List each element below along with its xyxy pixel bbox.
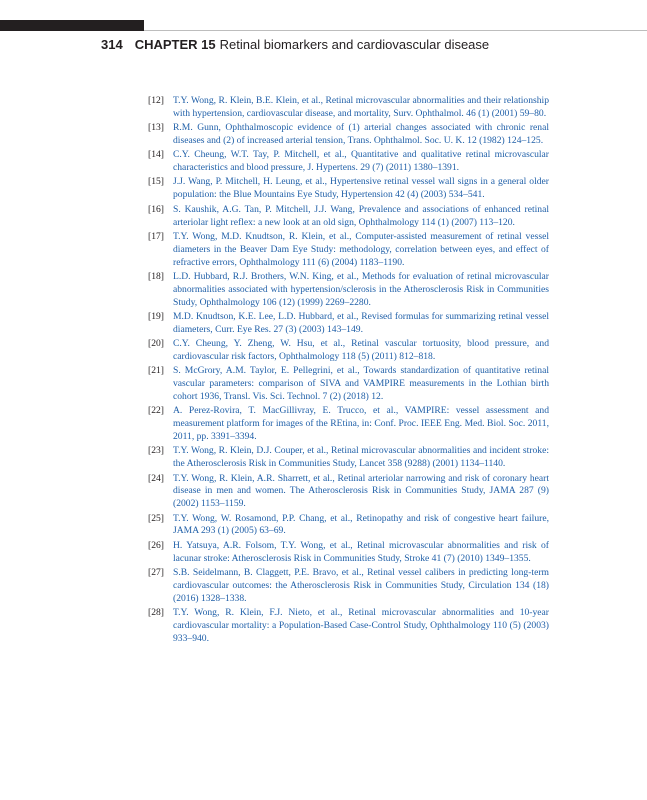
reference-number: [28] <box>148 606 164 618</box>
reference-citation[interactable]: T.Y. Wong, R. Klein, F.J. Nieto, et al., Retinal microvascular abnormalities and 10-year cardiovascular mortality: a Population-Based Case-Control Study, Ophthalmology 110 (5) (2003) 933–940. <box>173 606 549 644</box>
reference-number: [12] <box>148 95 164 106</box>
reference-item <box>148 567 549 606</box>
reference-number: [19] <box>148 310 164 322</box>
reference-item <box>148 513 549 539</box>
reference-citation[interactable]: M.D. Knudtson, K.E. Lee, L.D. Hubbard, et al., Revised formulas for summarizing retinal vessel diameters, Curr. Eye Res. 27 (3) (2003) 143–149. <box>173 310 549 335</box>
reference-number: [18] <box>148 270 164 282</box>
reference-item <box>148 338 549 364</box>
reference-item <box>148 445 549 471</box>
reference-citation[interactable]: R.M. Gunn, Ophthalmoscopic evidence of (1) arterial changes associated with chronic renal diseases and (2) of increased arterial tension, Trans. Ophthalmol. Soc. U. K. 12 (1982) 124–125. <box>173 122 549 147</box>
reference-number: [22] <box>148 405 164 417</box>
header-bar <box>0 20 144 31</box>
reference-citation[interactable]: S. Kaushik, A.G. Tan, P. Mitchell, J.J. Wang, Prevalence and associations of enhanced retinal arteriolar light reflex: a new look at an old sign, Ophthalmology 114 (1) (2007) 113–120. <box>173 203 549 228</box>
reference-citation[interactable]: L.D. Hubbard, R.J. Brothers, W.N. King, et al., Methods for evaluation of retinal microvascular abnormalities associated with hypertension/sclerosis in the Atherosclerosis Risk in Communities Study, Ophthalmology 106 (12) (1999) 2269–2280. <box>173 270 549 308</box>
reference-citation[interactable]: C.Y. Cheung, W.T. Tay, P. Mitchell, et al., Quantitative and qualitative retinal microvascular characteristics and blood pressure, J. Hypertens. 29 (7) (2011) 1380–1391. <box>173 149 549 174</box>
reference-citation[interactable]: T.Y. Wong, R. Klein, B.E. Klein, et al., Retinal microvascular abnormalities and their relationship with hypertension, cardiovascular disease, and mortality, Surv. Ophthalmol. 46 (1) (2001) 59–80. <box>173 95 549 119</box>
reference-item <box>148 365 549 404</box>
reference-item <box>148 95 549 121</box>
reference-number: [16] <box>148 203 164 215</box>
reference-item <box>148 204 549 230</box>
reference-number: [24] <box>148 472 164 484</box>
reference-number: [13] <box>148 122 164 134</box>
reference-item <box>148 149 549 175</box>
reference-number: [25] <box>148 512 164 524</box>
chapter-label: CHAPTER 15 <box>134 37 216 52</box>
reference-item <box>148 540 549 566</box>
chapter-title: Retinal biomarkers and cardiovascular disease <box>219 37 490 52</box>
reference-number: [17] <box>148 230 164 242</box>
reference-number: [26] <box>148 539 164 551</box>
reference-citation[interactable]: T.Y. Wong, W. Rosamond, P.P. Chang, et al., Retinopathy and risk of congestive heart failure, JAMA 293 (1) (2005) 63–69. <box>173 512 549 537</box>
reference-number: [27] <box>148 566 164 578</box>
reference-item <box>148 271 549 310</box>
reference-item <box>148 405 549 444</box>
reference-number: [20] <box>148 338 164 350</box>
reference-citation[interactable]: T.Y. Wong, R. Klein, D.J. Couper, et al., Retinal microvascular abnormalities and incident stroke: the Atherosclerosis Risk in Communities Study, Lancet 358 (9288) (2001) 1134–1140. <box>173 445 549 470</box>
reference-number: [21] <box>148 365 164 377</box>
reference-item <box>148 607 549 646</box>
reference-item <box>148 122 549 148</box>
reference-citation[interactable]: H. Yatsuya, A.R. Folsom, T.Y. Wong, et al., Retinal microvascular abnormalities and risk of lacunar stroke: Atherosclerosis Risk in Communities Study, Stroke 41 (7) (2010) 1349–1355. <box>173 539 549 564</box>
header-rule <box>144 30 647 31</box>
reference-number: [14] <box>148 149 164 161</box>
reference-citation[interactable]: S.B. Seidelmann, B. Claggett, P.E. Bravo, et al., Retinal vessel calibers in predicting long-term cardiovascular outcomes: the Atherosclerosis Risk in Communities Study, Circulation 134 (18) (2016) 1328–1338. <box>173 566 549 604</box>
page-number: 314 <box>101 37 123 52</box>
reference-number: [15] <box>148 176 164 188</box>
reference-citation[interactable]: C.Y. Cheung, Y. Zheng, W. Hsu, et al., Retinal vascular tortuosity, blood pressure, and cardiovascular risk factors, Ophthalmology 118 (5) (2011) 812–818. <box>173 338 549 362</box>
reference-item <box>148 231 549 270</box>
reference-number: [23] <box>148 445 164 457</box>
reference-citation[interactable]: T.Y. Wong, R. Klein, A.R. Sharrett, et al., Retinal arteriolar narrowing and risk of coronary heart disease in men and women. The Atherosclerosis Risk in Communities Study, JAMA 287 (9) (2002) 1153–1159. <box>173 472 549 510</box>
reference-list <box>148 95 549 647</box>
reference-citation[interactable]: S. McGrory, A.M. Taylor, E. Pellegrini, et al., Towards standardization of quantitative retinal vascular parameters: comparison of SIVA and VAMPIRE measurements in the Lothian birth cohort 1936, Transl. Vis. Sci. Technol. 7 (2) (2018) 12. <box>173 365 549 403</box>
reference-item <box>148 311 549 337</box>
running-head <box>101 36 489 54</box>
reference-citation[interactable]: A. Perez-Rovira, T. MacGillivray, E. Trucco, et al., VAMPIRE: vessel assessment and measurement platform for images of the REtina, in: Conf. Proc. IEEE Eng. Med. Biol. Soc. 2011, 2011, pp. 3391–3394. <box>173 405 549 443</box>
reference-item <box>148 473 549 512</box>
reference-citation[interactable]: T.Y. Wong, M.D. Knudtson, R. Klein, et al., Computer-assisted measurement of retinal vessel diameters in the Beaver Dam Eye Study: methodology, correlation between eyes, and effect of refractive errors, Ophthalmology 111 (6) (2004) 1183–1190. <box>173 230 549 268</box>
reference-citation[interactable]: J.J. Wang, P. Mitchell, H. Leung, et al., Hypertensive retinal vessel wall signs in a general older population: the Blue Mountains Eye Study, Hypertension 42 (4) (2003) 534–541. <box>173 176 549 201</box>
reference-item <box>148 176 549 202</box>
